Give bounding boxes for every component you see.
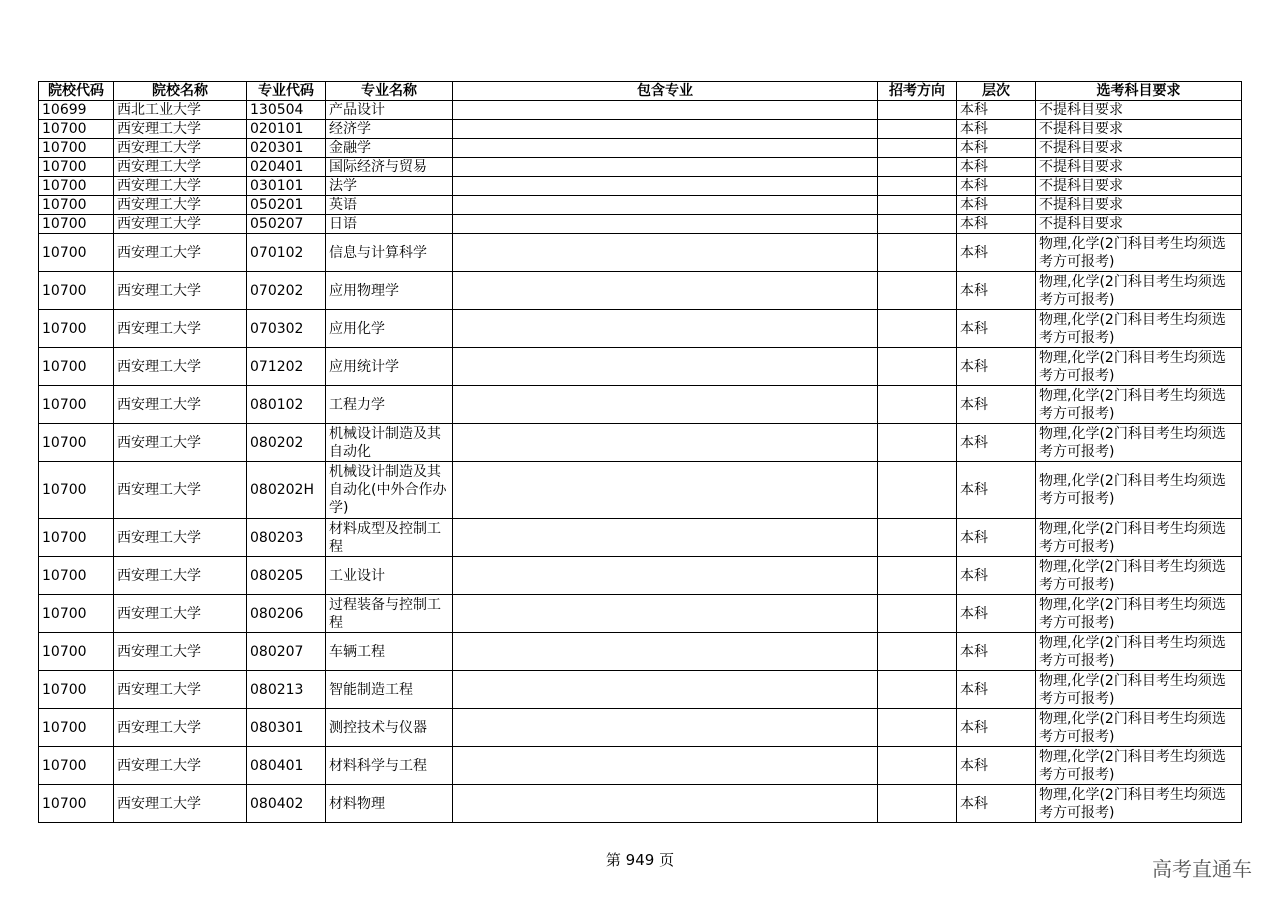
cell-school-name: 西安理工大学 (114, 709, 247, 747)
cell-subject-requirement: 不提科目要求 (1036, 101, 1242, 120)
table-row (39, 139, 1242, 158)
cell-major-code: 080102 (247, 386, 326, 424)
table-row (39, 462, 1242, 519)
cell-included-majors (453, 310, 878, 348)
table-row (39, 272, 1242, 310)
cell-level: 本科 (957, 595, 1036, 633)
cell-subject-requirement: 物理,化学(2门科目考生均须选考方可报考) (1036, 272, 1242, 310)
cell-school-name: 西安理工大学 (114, 196, 247, 215)
cell-school-name: 西安理工大学 (114, 386, 247, 424)
cell-major-name: 金融学 (326, 139, 453, 158)
cell-major-name: 测控技术与仪器 (326, 709, 453, 747)
cell-major-code: 020101 (247, 120, 326, 139)
cell-school-code: 10700 (39, 386, 114, 424)
cell-direction (878, 272, 957, 310)
cell-level: 本科 (957, 348, 1036, 386)
header-major-name: 专业名称 (326, 82, 453, 101)
cell-level: 本科 (957, 633, 1036, 671)
cell-school-name: 西安理工大学 (114, 158, 247, 177)
cell-level: 本科 (957, 424, 1036, 462)
cell-school-name: 西安理工大学 (114, 671, 247, 709)
cell-major-code: 080205 (247, 557, 326, 595)
cell-level: 本科 (957, 120, 1036, 139)
cell-school-code: 10700 (39, 519, 114, 557)
cell-level: 本科 (957, 215, 1036, 234)
cell-direction (878, 462, 957, 519)
cell-subject-requirement: 物理,化学(2门科目考生均须选考方可报考) (1036, 557, 1242, 595)
cell-major-code: 070202 (247, 272, 326, 310)
table-row (39, 120, 1242, 139)
cell-level: 本科 (957, 196, 1036, 215)
cell-school-code: 10700 (39, 215, 114, 234)
cell-school-name: 西安理工大学 (114, 234, 247, 272)
cell-level: 本科 (957, 139, 1036, 158)
header-school-name: 院校名称 (114, 82, 247, 101)
table-row (39, 424, 1242, 462)
cell-school-name: 西安理工大学 (114, 747, 247, 785)
cell-subject-requirement: 物理,化学(2门科目考生均须选考方可报考) (1036, 462, 1242, 519)
cell-school-name: 西安理工大学 (114, 424, 247, 462)
table-row (39, 234, 1242, 272)
cell-included-majors (453, 139, 878, 158)
cell-subject-requirement: 物理,化学(2门科目考生均须选考方可报考) (1036, 747, 1242, 785)
cell-level: 本科 (957, 234, 1036, 272)
cell-major-code: 080207 (247, 633, 326, 671)
header-direction: 招考方向 (878, 82, 957, 101)
cell-direction (878, 215, 957, 234)
cell-level: 本科 (957, 557, 1036, 595)
cell-school-code: 10700 (39, 234, 114, 272)
cell-direction (878, 348, 957, 386)
cell-direction (878, 234, 957, 272)
header-school-code: 院校代码 (39, 82, 114, 101)
cell-subject-requirement: 不提科目要求 (1036, 196, 1242, 215)
table-row (39, 557, 1242, 595)
cell-included-majors (453, 234, 878, 272)
cell-school-code: 10700 (39, 158, 114, 177)
cell-subject-requirement: 物理,化学(2门科目考生均须选考方可报考) (1036, 424, 1242, 462)
cell-major-code: 080402 (247, 785, 326, 823)
cell-subject-requirement: 物理,化学(2门科目考生均须选考方可报考) (1036, 785, 1242, 823)
cell-major-name: 应用物理学 (326, 272, 453, 310)
cell-school-name: 西安理工大学 (114, 139, 247, 158)
cell-level: 本科 (957, 747, 1036, 785)
cell-school-code: 10700 (39, 177, 114, 196)
cell-direction (878, 424, 957, 462)
cell-school-code: 10700 (39, 348, 114, 386)
cell-school-code: 10700 (39, 557, 114, 595)
table-row (39, 519, 1242, 557)
cell-level: 本科 (957, 671, 1036, 709)
cell-school-name: 西安理工大学 (114, 348, 247, 386)
cell-school-name: 西安理工大学 (114, 310, 247, 348)
cell-major-code: 020401 (247, 158, 326, 177)
cell-major-name: 机械设计制造及其自动化 (326, 424, 453, 462)
header-subject-requirement: 选考科目要求 (1036, 82, 1242, 101)
cell-school-name: 西北工业大学 (114, 101, 247, 120)
cell-major-name: 过程装备与控制工程 (326, 595, 453, 633)
cell-school-code: 10700 (39, 139, 114, 158)
cell-direction (878, 671, 957, 709)
table-row (39, 671, 1242, 709)
cell-major-name: 法学 (326, 177, 453, 196)
cell-direction (878, 139, 957, 158)
cell-school-code: 10700 (39, 196, 114, 215)
cell-major-name: 材料物理 (326, 785, 453, 823)
cell-direction (878, 709, 957, 747)
header-major-code: 专业代码 (247, 82, 326, 101)
cell-major-code: 080202H (247, 462, 326, 519)
cell-major-code: 050207 (247, 215, 326, 234)
cell-major-name: 智能制造工程 (326, 671, 453, 709)
header-level: 层次 (957, 82, 1036, 101)
cell-direction (878, 557, 957, 595)
cell-included-majors (453, 215, 878, 234)
admission-table (38, 81, 1242, 823)
cell-school-code: 10700 (39, 595, 114, 633)
cell-direction (878, 747, 957, 785)
cell-included-majors (453, 348, 878, 386)
cell-major-code: 080203 (247, 519, 326, 557)
table-row (39, 386, 1242, 424)
cell-subject-requirement: 物理,化学(2门科目考生均须选考方可报考) (1036, 595, 1242, 633)
table-row (39, 101, 1242, 120)
cell-included-majors (453, 158, 878, 177)
cell-major-code: 070102 (247, 234, 326, 272)
cell-school-code: 10700 (39, 272, 114, 310)
cell-school-name: 西安理工大学 (114, 462, 247, 519)
cell-subject-requirement: 物理,化学(2门科目考生均须选考方可报考) (1036, 310, 1242, 348)
cell-direction (878, 386, 957, 424)
cell-level: 本科 (957, 519, 1036, 557)
table-row (39, 785, 1242, 823)
cell-school-code: 10700 (39, 462, 114, 519)
cell-included-majors (453, 386, 878, 424)
cell-school-code: 10700 (39, 120, 114, 139)
cell-subject-requirement: 物理,化学(2门科目考生均须选考方可报考) (1036, 519, 1242, 557)
cell-major-code: 130504 (247, 101, 326, 120)
cell-included-majors (453, 196, 878, 215)
cell-school-name: 西安理工大学 (114, 557, 247, 595)
cell-major-name: 材料科学与工程 (326, 747, 453, 785)
cell-major-name: 信息与计算科学 (326, 234, 453, 272)
cell-direction (878, 158, 957, 177)
cell-subject-requirement: 不提科目要求 (1036, 120, 1242, 139)
header-included-majors: 包含专业 (453, 82, 878, 101)
cell-subject-requirement: 不提科目要求 (1036, 177, 1242, 196)
cell-direction (878, 519, 957, 557)
cell-included-majors (453, 747, 878, 785)
cell-direction (878, 101, 957, 120)
cell-major-code: 080401 (247, 747, 326, 785)
cell-subject-requirement: 物理,化学(2门科目考生均须选考方可报考) (1036, 386, 1242, 424)
cell-major-code: 070302 (247, 310, 326, 348)
cell-level: 本科 (957, 101, 1036, 120)
cell-included-majors (453, 272, 878, 310)
cell-school-code: 10700 (39, 424, 114, 462)
cell-major-name: 日语 (326, 215, 453, 234)
cell-major-code: 071202 (247, 348, 326, 386)
cell-included-majors (453, 557, 878, 595)
cell-major-name: 工程力学 (326, 386, 453, 424)
cell-included-majors (453, 709, 878, 747)
cell-major-name: 国际经济与贸易 (326, 158, 453, 177)
cell-school-name: 西安理工大学 (114, 120, 247, 139)
cell-major-code: 050201 (247, 196, 326, 215)
page-number: 第 949 页 (605, 851, 675, 869)
header-row (39, 82, 1242, 101)
cell-level: 本科 (957, 462, 1036, 519)
cell-school-name: 西安理工大学 (114, 215, 247, 234)
cell-included-majors (453, 177, 878, 196)
cell-major-name: 应用化学 (326, 310, 453, 348)
table-row (39, 595, 1242, 633)
cell-level: 本科 (957, 310, 1036, 348)
cell-school-name: 西安理工大学 (114, 272, 247, 310)
cell-included-majors (453, 785, 878, 823)
cell-school-name: 西安理工大学 (114, 519, 247, 557)
table-row (39, 310, 1242, 348)
table-row (39, 709, 1242, 747)
cell-level: 本科 (957, 785, 1036, 823)
table-row (39, 177, 1242, 196)
table-row (39, 633, 1242, 671)
cell-level: 本科 (957, 386, 1036, 424)
cell-included-majors (453, 120, 878, 139)
cell-included-majors (453, 101, 878, 120)
cell-school-name: 西安理工大学 (114, 785, 247, 823)
cell-school-code: 10700 (39, 709, 114, 747)
cell-major-code: 080213 (247, 671, 326, 709)
cell-level: 本科 (957, 177, 1036, 196)
cell-included-majors (453, 633, 878, 671)
cell-direction (878, 196, 957, 215)
cell-major-name: 产品设计 (326, 101, 453, 120)
table-row (39, 747, 1242, 785)
cell-major-code: 080206 (247, 595, 326, 633)
cell-major-name: 英语 (326, 196, 453, 215)
cell-included-majors (453, 462, 878, 519)
cell-direction (878, 785, 957, 823)
cell-major-name: 机械设计制造及其自动化(中外合作办学) (326, 462, 453, 519)
cell-school-name: 西安理工大学 (114, 595, 247, 633)
cell-subject-requirement: 不提科目要求 (1036, 215, 1242, 234)
cell-included-majors (453, 595, 878, 633)
cell-direction (878, 595, 957, 633)
cell-subject-requirement: 物理,化学(2门科目考生均须选考方可报考) (1036, 709, 1242, 747)
cell-subject-requirement: 物理,化学(2门科目考生均须选考方可报考) (1036, 348, 1242, 386)
cell-school-code: 10700 (39, 310, 114, 348)
cell-school-name: 西安理工大学 (114, 633, 247, 671)
cell-subject-requirement: 不提科目要求 (1036, 158, 1242, 177)
cell-major-name: 应用统计学 (326, 348, 453, 386)
cell-major-code: 080202 (247, 424, 326, 462)
cell-school-code: 10700 (39, 671, 114, 709)
cell-major-name: 工业设计 (326, 557, 453, 595)
cell-subject-requirement: 物理,化学(2门科目考生均须选考方可报考) (1036, 671, 1242, 709)
cell-school-code: 10700 (39, 785, 114, 823)
cell-level: 本科 (957, 272, 1036, 310)
cell-subject-requirement: 物理,化学(2门科目考生均须选考方可报考) (1036, 234, 1242, 272)
table-row (39, 348, 1242, 386)
cell-school-code: 10700 (39, 747, 114, 785)
table-row (39, 196, 1242, 215)
cell-major-code: 030101 (247, 177, 326, 196)
cell-direction (878, 310, 957, 348)
cell-level: 本科 (957, 158, 1036, 177)
table-row (39, 158, 1242, 177)
cell-major-code: 080301 (247, 709, 326, 747)
cell-school-code: 10700 (39, 633, 114, 671)
cell-subject-requirement: 物理,化学(2门科目考生均须选考方可报考) (1036, 633, 1242, 671)
cell-direction (878, 177, 957, 196)
cell-major-name: 经济学 (326, 120, 453, 139)
cell-subject-requirement: 不提科目要求 (1036, 139, 1242, 158)
cell-major-code: 020301 (247, 139, 326, 158)
cell-school-name: 西安理工大学 (114, 177, 247, 196)
cell-included-majors (453, 519, 878, 557)
cell-included-majors (453, 671, 878, 709)
table-row (39, 215, 1242, 234)
watermark-text: 高考直通车 (1152, 857, 1252, 881)
cell-direction (878, 120, 957, 139)
cell-included-majors (453, 424, 878, 462)
cell-major-name: 材料成型及控制工程 (326, 519, 453, 557)
cell-major-name: 车辆工程 (326, 633, 453, 671)
cell-direction (878, 633, 957, 671)
cell-level: 本科 (957, 709, 1036, 747)
cell-school-code: 10699 (39, 101, 114, 120)
